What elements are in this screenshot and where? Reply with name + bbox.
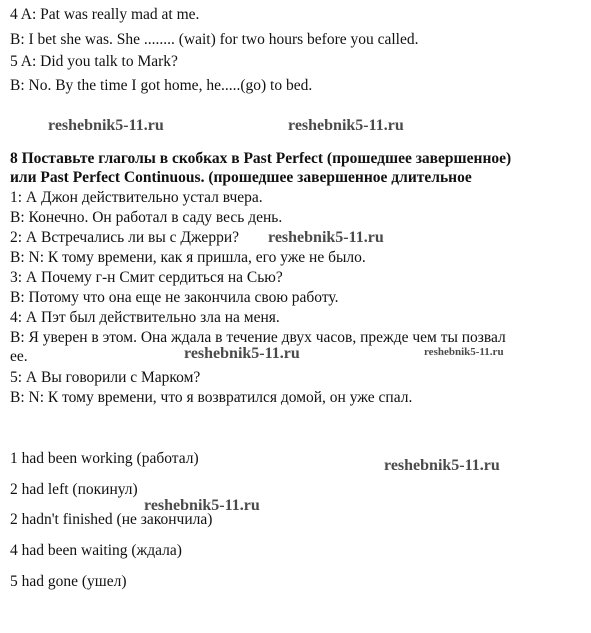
text-line: 4: А Пэт был действительно зла на меня. bbox=[10, 309, 280, 326]
answer-line: 2 hadn't finished (не закончила) bbox=[10, 511, 213, 528]
watermark: reshebnik5-11.ru bbox=[48, 117, 164, 134]
text-line: B: Конечно. Он работал в саду весь день. bbox=[10, 209, 283, 226]
text-line: B: I bet she was. She ........ (wait) for two hours before you called. bbox=[10, 31, 419, 48]
watermark: reshebnik5-11.ru bbox=[288, 117, 404, 134]
watermark: reshebnik5-11.ru bbox=[424, 346, 504, 358]
text-line: B: N: К тому времени, как я пришла, его уже не было. bbox=[10, 249, 366, 266]
answer-line: 1 had been working (работал) bbox=[10, 450, 199, 467]
text-line: 3: А Почему г-н Смит сердиться на Сью? bbox=[10, 269, 283, 286]
answer-line: 2 had left (покинул) bbox=[10, 481, 138, 498]
text-line: 2: А Встречались ли вы с Джерри? bbox=[10, 229, 239, 246]
answer-line: 4 had been waiting (ждала) bbox=[10, 542, 182, 559]
watermark: reshebnik5-11.ru bbox=[184, 345, 300, 362]
answer-line: 5 had gone (ушел) bbox=[10, 573, 127, 590]
text-line: 1: А Джон действительно устал вчера. bbox=[10, 189, 263, 206]
text-line: B: N: К тому времени, что я возвратился домой, он уже спал. bbox=[10, 389, 413, 406]
text-line: B: No. By the time I got home, he.....(go) to bed. bbox=[10, 77, 313, 94]
text-line: B: Я уверен в этом. Она ждала в течение двух часов, прежде чем ты позвал bbox=[10, 329, 506, 346]
exercise-heading: 8 Поставьте глаголы в скобках в Past Perfect (прошедшее завершенное) bbox=[10, 150, 512, 167]
watermark: reshebnik5-11.ru bbox=[144, 497, 260, 514]
text-line: 4 A: Pat was really mad at me. bbox=[10, 6, 200, 23]
text-line: ее. bbox=[10, 348, 28, 365]
text-line: B: Потому что она еще не закончила свою работу. bbox=[10, 289, 339, 306]
watermark: reshebnik5-11.ru bbox=[268, 229, 384, 246]
exercise-heading: или Past Perfect Continuous. (прошедшее завершенное длительное bbox=[10, 169, 472, 186]
watermark: reshebnik5-11.ru bbox=[384, 457, 500, 474]
text-line: 5 A: Did you talk to Mark? bbox=[10, 53, 178, 70]
text-line: 5: А Вы говорили с Марком? bbox=[10, 369, 201, 386]
